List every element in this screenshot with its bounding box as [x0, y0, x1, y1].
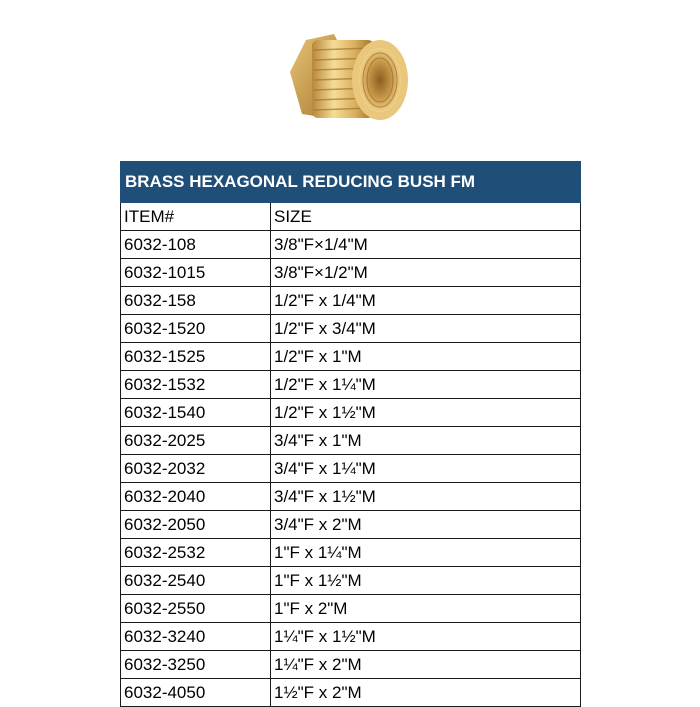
size-cell: 3/4"F x 1"M [271, 427, 581, 455]
size-cell: 1¼"F x 1½"M [271, 623, 581, 651]
size-cell: 1/2"F x 1/4"M [271, 287, 581, 315]
item-number-cell: 6032-1520 [121, 315, 271, 343]
size-cell: 3/4"F x 2"M [271, 511, 581, 539]
column-header-row [121, 203, 581, 231]
size-cell: 1"F x 1¼"M [271, 539, 581, 567]
table-row [121, 651, 581, 679]
item-number-cell: 6032-2550 [121, 595, 271, 623]
table-row [121, 511, 581, 539]
item-number-cell: 6032-1015 [121, 259, 271, 287]
item-number-cell: 6032-2032 [121, 455, 271, 483]
item-number-cell: 6032-1525 [121, 343, 271, 371]
table-row [121, 231, 581, 259]
table-row [121, 427, 581, 455]
table-row [121, 483, 581, 511]
table-row [121, 259, 581, 287]
table-title-row [121, 162, 581, 203]
item-number-cell: 6032-4050 [121, 679, 271, 707]
size-cell: 1/2"F x 1½"M [271, 399, 581, 427]
item-number-cell: 6032-158 [121, 287, 271, 315]
size-cell: 1/2"F x 1¼"M [271, 371, 581, 399]
item-number-cell: 6032-1532 [121, 371, 271, 399]
table-row [121, 343, 581, 371]
table-row [121, 371, 581, 399]
table-row [121, 315, 581, 343]
table-row [121, 567, 581, 595]
size-cell: 1"F x 1½"M [271, 567, 581, 595]
column-header-size: SIZE [271, 203, 581, 231]
size-cell: 3/8"F×1/2"M [271, 259, 581, 287]
size-cell: 3/8"F×1/4"M [271, 231, 581, 259]
table-row [121, 287, 581, 315]
table-row [121, 595, 581, 623]
table-row [121, 539, 581, 567]
product-spec-table [120, 161, 581, 707]
size-cell: 3/4"F x 1¼"M [271, 455, 581, 483]
item-number-cell: 6032-2025 [121, 427, 271, 455]
item-number-cell: 6032-1540 [121, 399, 271, 427]
brass-bush-product-image [282, 14, 412, 138]
item-number-cell: 6032-2050 [121, 511, 271, 539]
item-number-cell: 6032-108 [121, 231, 271, 259]
table-row [121, 399, 581, 427]
size-cell: 1"F x 2"M [271, 595, 581, 623]
item-number-cell: 6032-3250 [121, 651, 271, 679]
size-cell: 1/2"F x 3/4"M [271, 315, 581, 343]
size-cell: 1¼"F x 2"M [271, 651, 581, 679]
table-row [121, 455, 581, 483]
column-header-item: ITEM# [121, 203, 271, 231]
item-number-cell: 6032-2540 [121, 567, 271, 595]
item-number-cell: 6032-2040 [121, 483, 271, 511]
size-cell: 1/2"F x 1"M [271, 343, 581, 371]
table-title: BRASS HEXAGONAL REDUCING BUSH FM [121, 162, 581, 203]
table-row [121, 679, 581, 707]
table-row [121, 623, 581, 651]
item-number-cell: 6032-2532 [121, 539, 271, 567]
item-number-cell: 6032-3240 [121, 623, 271, 651]
size-cell: 3/4"F x 1½"M [271, 483, 581, 511]
size-cell: 1½"F x 2"M [271, 679, 581, 707]
